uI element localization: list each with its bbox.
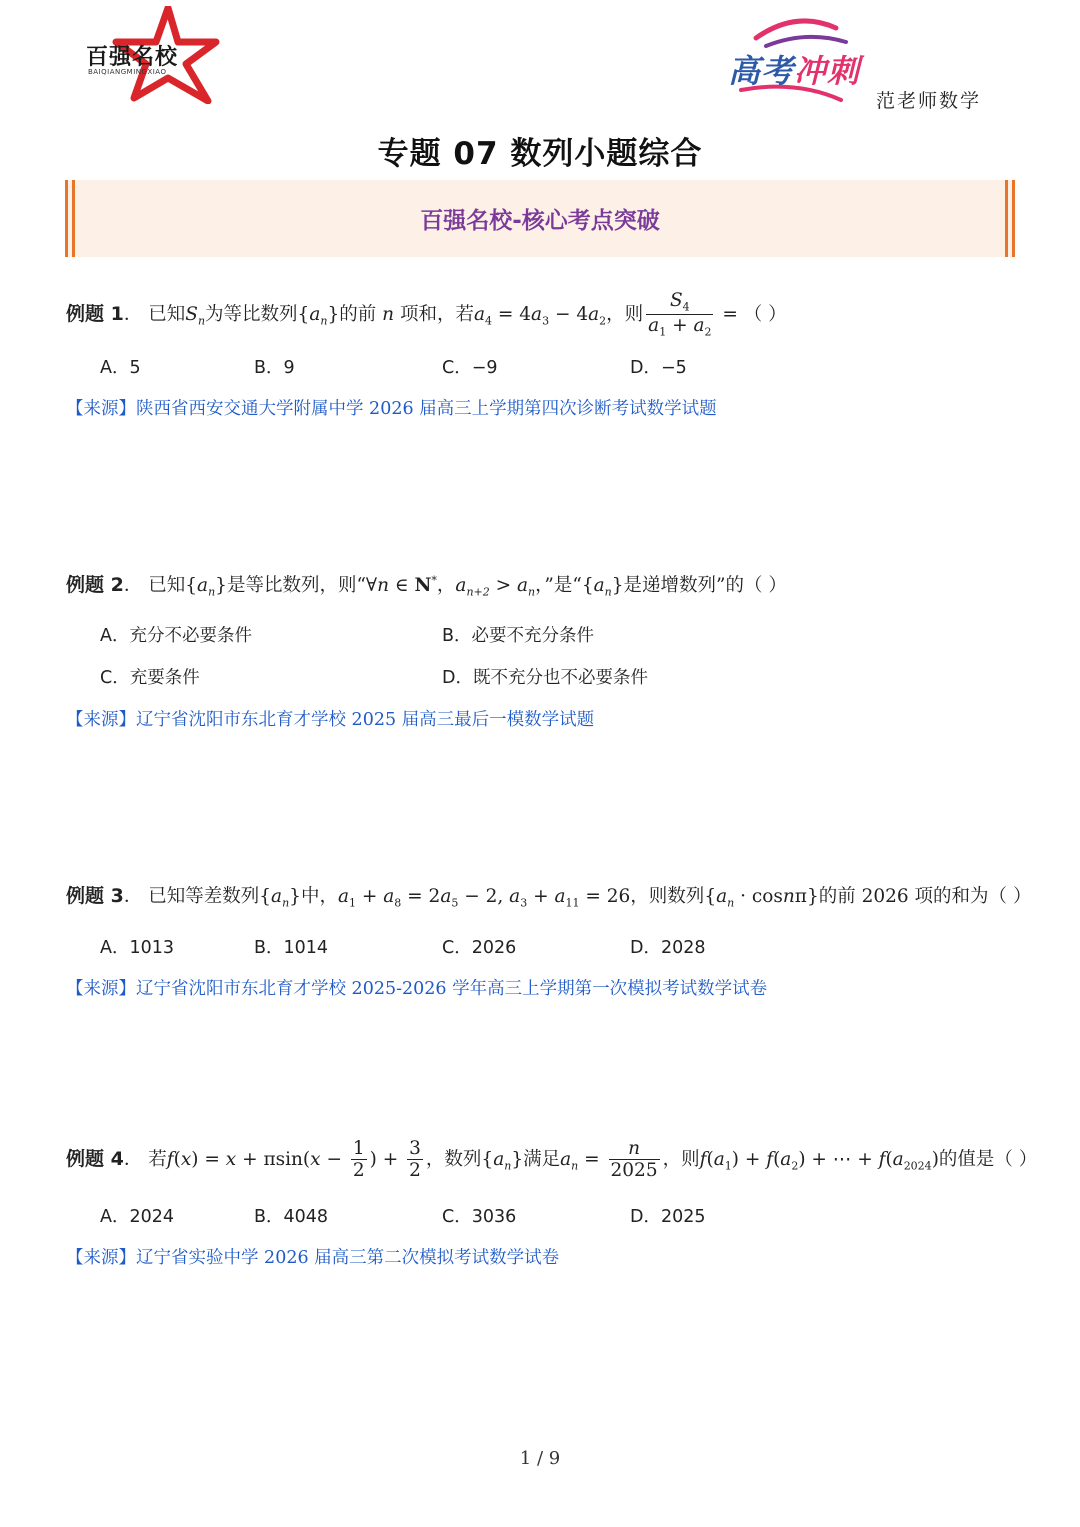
q2-source: 【来源】辽宁省沈阳市东北育才学校 2025 届高三最后一模数学试题 — [66, 710, 595, 730]
author-name: 范老师数学 — [876, 90, 982, 112]
question-4: 例题 4． 若f(x) = x + πsin(x − $\frac{1}{2}$ ) + $\frac{3}{2}$ ，数列$\{a_n\}$满足$a_n$ = $\frac{n}{2025}$ ，则$f(a_1) + f(a_2)$ + ⋯ + $f(a_{2024})$的值是（ ） — [66, 1138, 1038, 1182]
page-title: 专题 07 数列小题综合 — [377, 136, 703, 172]
q3-option-d: D．2028 — [630, 938, 706, 958]
q4-option-b: B．4048 — [254, 1207, 329, 1227]
q4-option-c: C．3036 — [442, 1207, 517, 1227]
logo-right-text: 高考冲刺 — [728, 52, 861, 90]
q3-source: 【来源】辽宁省沈阳市东北育才学校 2025-2026 学年高三上学期第一次模拟考试数学试卷 — [66, 979, 768, 999]
q2-option-c: C．充要条件 — [100, 668, 200, 688]
q4-source: 【来源】辽宁省实验中学 2026 届高三第二次模拟考试数学试卷 — [66, 1248, 560, 1268]
question-3: 例题 3． 已知等差数列$\{a_n\}$中，$a_1 + a_8 = 2a_5 - 2$, $a_3 + a_{11} = 26$，则数列$\{a_n \cdot \cos n\pi\}$的前 2026 项的和为（ ） — [66, 885, 1032, 910]
banner-text: 百强名校-核心考点突破 — [420, 208, 660, 234]
q4-option-a: A．2024 — [100, 1207, 175, 1227]
q2-option-a: A．充分不必要条件 — [100, 626, 252, 646]
page-number: 1 / 9 — [519, 1448, 561, 1469]
gaokao-logo — [726, 8, 876, 104]
section-banner — [65, 180, 1015, 257]
q1-option-a: A．5 — [100, 358, 141, 378]
q4-option-d: D．2025 — [630, 1207, 706, 1227]
question-1: 例题 1． 已知$S_n$为等比数列$\{a_n\}$的前 n 项和，若$a_4 = 4a_3 - 4a_2$，则 $\frac{S_4}{a_1 + a_2}$ = （ ） — [66, 290, 787, 340]
logo-left-subtext: BAIQIANGMINGXIAO — [88, 68, 167, 76]
q2-option-d: D．既不充分也不必要条件 — [442, 668, 648, 688]
q1-option-c: C．−9 — [442, 358, 498, 378]
logo-left-text: 百强名校 — [86, 45, 179, 70]
q3-option-a: A．1013 — [100, 938, 175, 958]
q1-source: 【来源】陕西省西安交通大学附属中学 2026 届高三上学期第四次诊断考试数学试题 — [66, 399, 717, 419]
q1-option-d: D．−5 — [630, 358, 687, 378]
q3-option-c: C．2026 — [442, 938, 517, 958]
school-logo — [76, 6, 221, 104]
q2-option-b: B．必要不充分条件 — [442, 626, 595, 646]
question-2: 例题 2． 已知$\{a_n\}$是等比数列，则“∀n ∈ N*，$a_{n+2} > a_n$，”是“$\{a_n\}$是递增数列”的（ ） — [66, 573, 787, 599]
q3-option-b: B．1014 — [254, 938, 329, 958]
q1-option-b: B．9 — [254, 358, 295, 378]
